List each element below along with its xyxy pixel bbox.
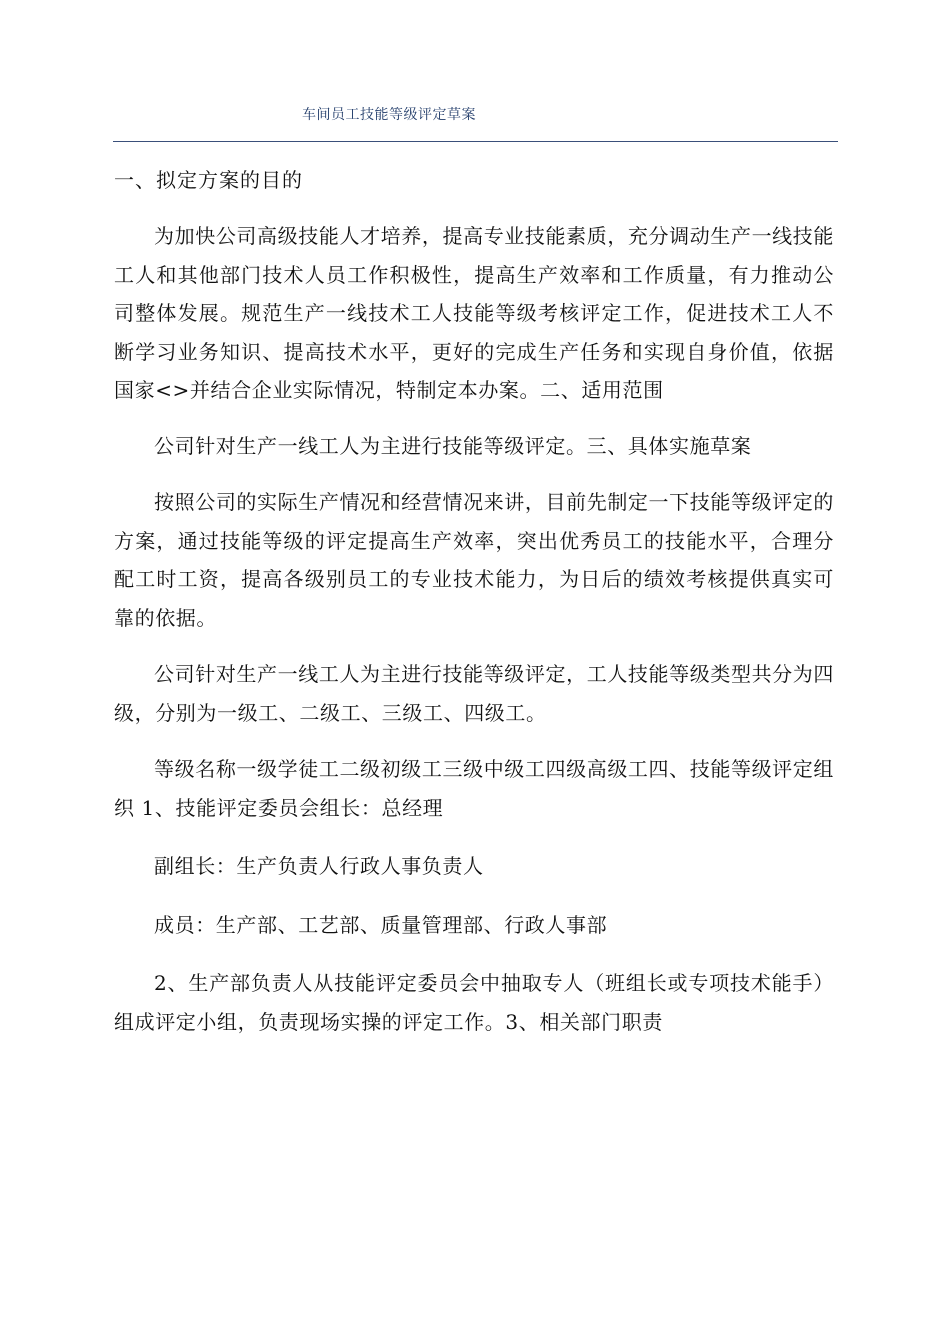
paragraph-deputy-leader: 副组长：生产负责人行政人事负责人 xyxy=(154,854,484,878)
section-heading-purpose: 一、拟定方案的目的 xyxy=(114,168,303,192)
paragraph-purpose: 为加快公司高级技能人才培养，提高专业技能素质，充分调动生产一线技能工人和其他部门技术人员工作积极性，提高生产效率和工作质量，有力推动公司整体发展。规范生产一线技术工人技能等级考核评定工作，促进技术工人不断学习业务知识、提高技术水平，更好的完成生产任务和实现自身价值，依据国家<>并结合企业实际情况，特制定本办案。二、适用范围 xyxy=(114,224,834,402)
paragraph-members: 成员：生产部、工艺部、质量管理部、行政人事部 xyxy=(154,912,608,937)
paragraph-implementation: 按照公司的实际生产情况和经营情况来讲，目前先制定一下技能等级评定的方案，通过技能等级的评定提高生产效率，突出优秀员工的技能水平，合理分配工时工资，提高各级别员工的专业技术能力，为日后的绩效考核提供真实可靠的依据。 xyxy=(114,490,834,630)
paragraph-scope: 公司针对生产一线工人为主进行技能等级评定。三、具体实施草案 xyxy=(154,433,752,458)
document-body xyxy=(114,161,834,1041)
paragraph-grade-names: 等级名称一级学徒工二级初级工三级中级工四级高级工四、技能等级评定组织 1、技能评定委员会组长：总经理 xyxy=(114,757,834,820)
running-header: 车间员工技能等级评定草案 xyxy=(302,107,476,123)
paragraph-grade-types: 公司针对生产一线工人为主进行技能等级评定，工人技能等级类型共分为四级，分别为一级工、二级工、三级工、四级工。 xyxy=(114,662,834,725)
paragraph-evaluation-group: 2、生产部负责人从技能评定委员会中抽取专人（班组长或专项技术能手）组成评定小组，负责现场实操的评定工作。3、相关部门职责 xyxy=(114,971,834,1034)
header-divider xyxy=(113,141,838,142)
